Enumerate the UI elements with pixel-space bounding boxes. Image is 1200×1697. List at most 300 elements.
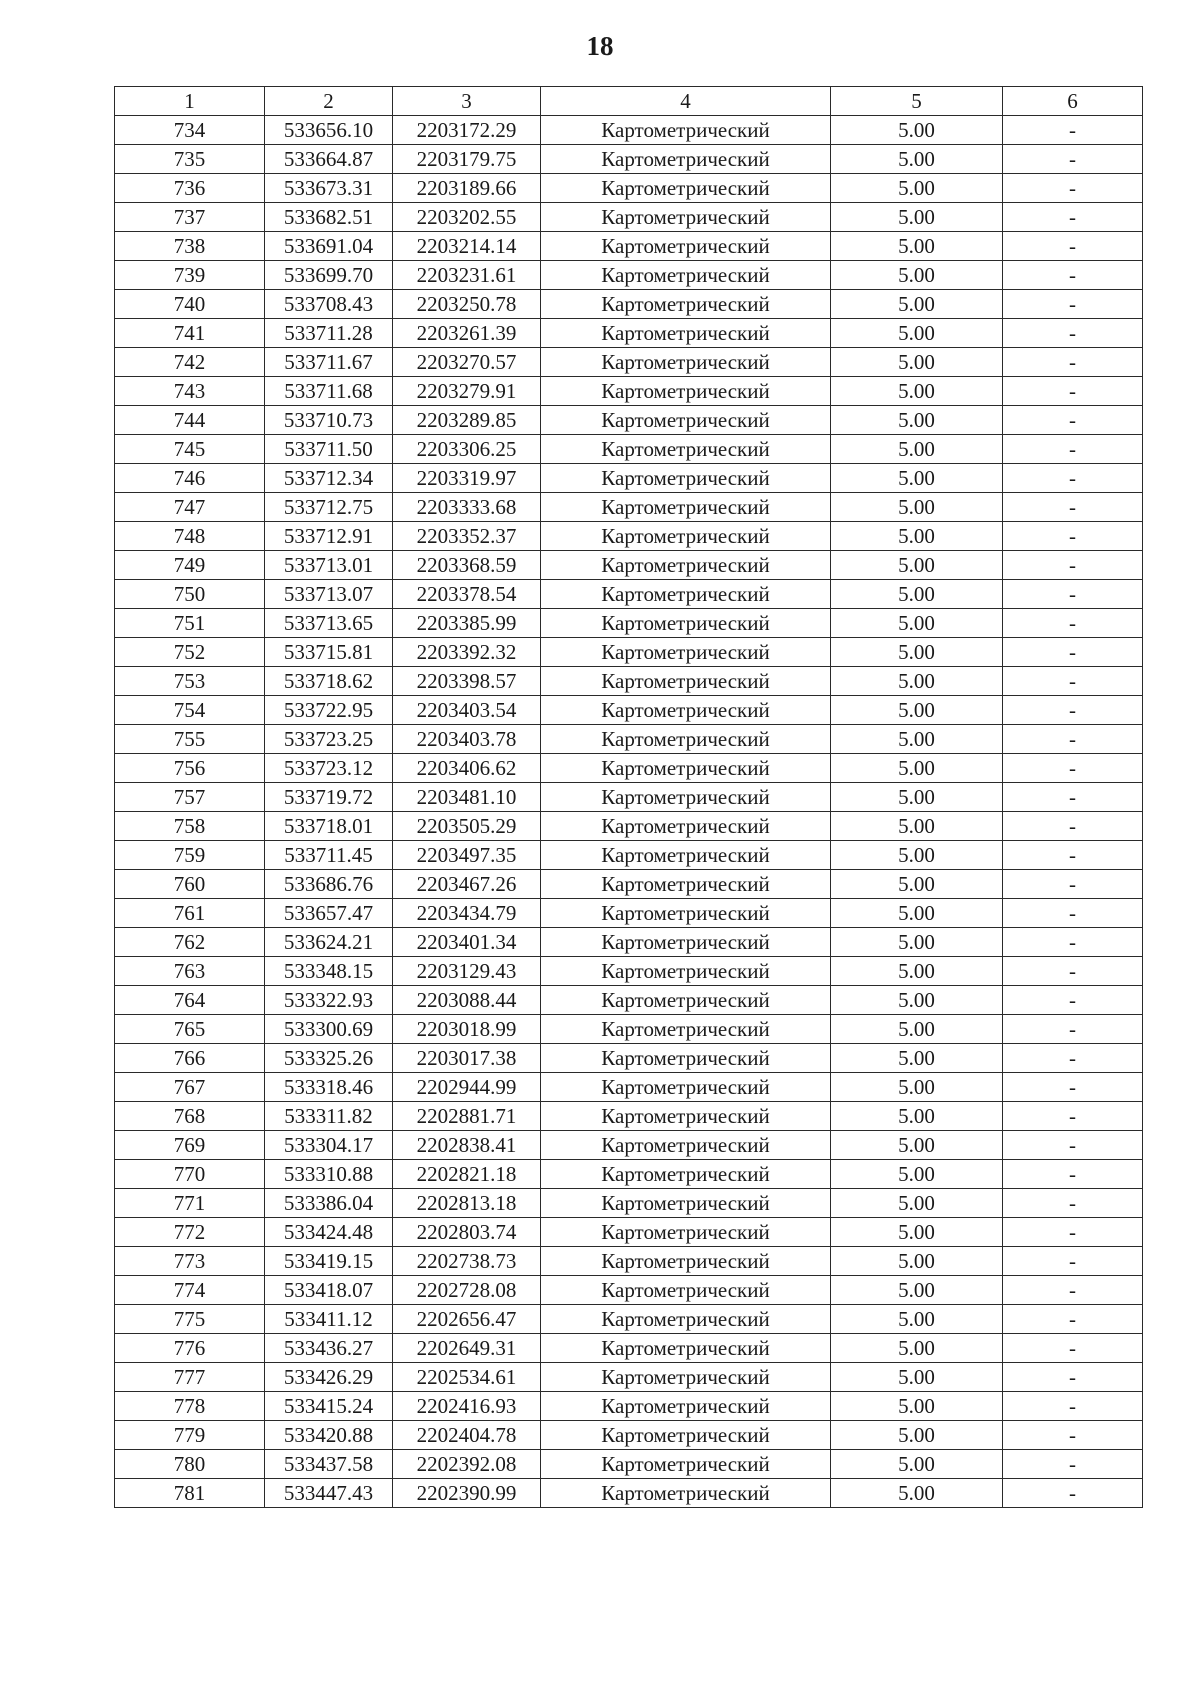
table-row xyxy=(115,1392,1143,1421)
accuracy-cell: 5.00 xyxy=(831,1276,1003,1305)
note-cell: - xyxy=(1003,1073,1143,1102)
y-coordinate-cell: 2202390.99 xyxy=(393,1479,541,1508)
page-number: 18 xyxy=(586,31,614,61)
point-number-cell: 756 xyxy=(115,754,265,783)
method-cell: Картометрический xyxy=(541,1334,831,1363)
x-coordinate-cell: 533713.65 xyxy=(265,609,393,638)
method-cell: Картометрический xyxy=(541,1218,831,1247)
x-coordinate-cell: 533723.25 xyxy=(265,725,393,754)
x-coordinate-cell: 533711.50 xyxy=(265,435,393,464)
x-coordinate-cell: 533426.29 xyxy=(265,1363,393,1392)
point-number-cell: 746 xyxy=(115,464,265,493)
y-coordinate-cell: 2203129.43 xyxy=(393,957,541,986)
y-coordinate-cell: 2203289.85 xyxy=(393,406,541,435)
note-cell: - xyxy=(1003,696,1143,725)
y-coordinate-cell: 2203306.25 xyxy=(393,435,541,464)
method-cell: Картометрический xyxy=(541,1421,831,1450)
y-coordinate-cell: 2202534.61 xyxy=(393,1363,541,1392)
note-cell: - xyxy=(1003,406,1143,435)
point-number-cell: 762 xyxy=(115,928,265,957)
table-row xyxy=(115,841,1143,870)
table-row xyxy=(115,754,1143,783)
accuracy-cell: 5.00 xyxy=(831,1421,1003,1450)
table-row xyxy=(115,725,1143,754)
y-coordinate-cell: 2202404.78 xyxy=(393,1421,541,1450)
x-coordinate-cell: 533715.81 xyxy=(265,638,393,667)
x-coordinate-cell: 533424.48 xyxy=(265,1218,393,1247)
accuracy-cell: 5.00 xyxy=(831,812,1003,841)
table-row xyxy=(115,1421,1143,1450)
method-cell: Картометрический xyxy=(541,1131,831,1160)
note-cell: - xyxy=(1003,551,1143,580)
point-number-cell: 772 xyxy=(115,1218,265,1247)
point-number-cell: 765 xyxy=(115,1015,265,1044)
table-header xyxy=(115,87,1143,116)
note-cell: - xyxy=(1003,1305,1143,1334)
method-cell: Картометрический xyxy=(541,899,831,928)
y-coordinate-cell: 2203202.55 xyxy=(393,203,541,232)
y-coordinate-cell: 2203319.97 xyxy=(393,464,541,493)
method-cell: Картометрический xyxy=(541,1392,831,1421)
x-coordinate-cell: 533325.26 xyxy=(265,1044,393,1073)
note-cell: - xyxy=(1003,638,1143,667)
x-coordinate-cell: 533300.69 xyxy=(265,1015,393,1044)
x-coordinate-cell: 533386.04 xyxy=(265,1189,393,1218)
note-cell: - xyxy=(1003,174,1143,203)
note-cell: - xyxy=(1003,1479,1143,1508)
y-coordinate-cell: 2202803.74 xyxy=(393,1218,541,1247)
note-cell: - xyxy=(1003,319,1143,348)
x-coordinate-cell: 533411.12 xyxy=(265,1305,393,1334)
note-cell: - xyxy=(1003,1276,1143,1305)
note-cell: - xyxy=(1003,841,1143,870)
note-cell: - xyxy=(1003,522,1143,551)
x-coordinate-cell: 533420.88 xyxy=(265,1421,393,1450)
note-cell: - xyxy=(1003,1131,1143,1160)
table-row xyxy=(115,377,1143,406)
table-row xyxy=(115,261,1143,290)
method-cell: Картометрический xyxy=(541,1479,831,1508)
method-cell: Картометрический xyxy=(541,725,831,754)
y-coordinate-cell: 2202738.73 xyxy=(393,1247,541,1276)
table-row xyxy=(115,348,1143,377)
x-coordinate-cell: 533304.17 xyxy=(265,1131,393,1160)
point-number-cell: 737 xyxy=(115,203,265,232)
point-number-cell: 766 xyxy=(115,1044,265,1073)
point-number-cell: 774 xyxy=(115,1276,265,1305)
table-body xyxy=(115,116,1143,1508)
y-coordinate-cell: 2203088.44 xyxy=(393,986,541,1015)
accuracy-cell: 5.00 xyxy=(831,1392,1003,1421)
accuracy-cell: 5.00 xyxy=(831,754,1003,783)
note-cell: - xyxy=(1003,348,1143,377)
table-row xyxy=(115,1015,1143,1044)
x-coordinate-cell: 533708.43 xyxy=(265,290,393,319)
note-cell: - xyxy=(1003,377,1143,406)
x-coordinate-cell: 533711.68 xyxy=(265,377,393,406)
y-coordinate-cell: 2202813.18 xyxy=(393,1189,541,1218)
table-row xyxy=(115,783,1143,812)
method-cell: Картометрический xyxy=(541,1450,831,1479)
note-cell: - xyxy=(1003,725,1143,754)
y-coordinate-cell: 2202416.93 xyxy=(393,1392,541,1421)
note-cell: - xyxy=(1003,957,1143,986)
accuracy-cell: 5.00 xyxy=(831,493,1003,522)
table-row xyxy=(115,522,1143,551)
note-cell: - xyxy=(1003,1247,1143,1276)
method-cell: Картометрический xyxy=(541,1102,831,1131)
y-coordinate-cell: 2203189.66 xyxy=(393,174,541,203)
y-coordinate-cell: 2203403.54 xyxy=(393,696,541,725)
x-coordinate-cell: 533713.07 xyxy=(265,580,393,609)
method-cell: Картометрический xyxy=(541,1073,831,1102)
method-cell: Картометрический xyxy=(541,232,831,261)
method-cell: Картометрический xyxy=(541,1305,831,1334)
column-header: 6 xyxy=(1003,87,1143,116)
x-coordinate-cell: 533699.70 xyxy=(265,261,393,290)
accuracy-cell: 5.00 xyxy=(831,1189,1003,1218)
point-number-cell: 781 xyxy=(115,1479,265,1508)
accuracy-cell: 5.00 xyxy=(831,899,1003,928)
accuracy-cell: 5.00 xyxy=(831,1015,1003,1044)
accuracy-cell: 5.00 xyxy=(831,1131,1003,1160)
point-number-cell: 764 xyxy=(115,986,265,1015)
x-coordinate-cell: 533718.62 xyxy=(265,667,393,696)
note-cell: - xyxy=(1003,1392,1143,1421)
point-number-cell: 768 xyxy=(115,1102,265,1131)
x-coordinate-cell: 533691.04 xyxy=(265,232,393,261)
y-coordinate-cell: 2203214.14 xyxy=(393,232,541,261)
y-coordinate-cell: 2202656.47 xyxy=(393,1305,541,1334)
x-coordinate-cell: 533711.28 xyxy=(265,319,393,348)
point-number-cell: 780 xyxy=(115,1450,265,1479)
table-row xyxy=(115,1218,1143,1247)
table-row xyxy=(115,1044,1143,1073)
method-cell: Картометрический xyxy=(541,638,831,667)
note-cell: - xyxy=(1003,986,1143,1015)
x-coordinate-cell: 533719.72 xyxy=(265,783,393,812)
x-coordinate-cell: 533447.43 xyxy=(265,1479,393,1508)
table-row xyxy=(115,812,1143,841)
y-coordinate-cell: 2202944.99 xyxy=(393,1073,541,1102)
accuracy-cell: 5.00 xyxy=(831,116,1003,145)
note-cell: - xyxy=(1003,1218,1143,1247)
method-cell: Картометрический xyxy=(541,493,831,522)
column-header: 4 xyxy=(541,87,831,116)
y-coordinate-cell: 2203398.57 xyxy=(393,667,541,696)
accuracy-cell: 5.00 xyxy=(831,667,1003,696)
table-row xyxy=(115,1363,1143,1392)
table-row xyxy=(115,464,1143,493)
table-row xyxy=(115,1334,1143,1363)
method-cell: Картометрический xyxy=(541,870,831,899)
column-header: 5 xyxy=(831,87,1003,116)
x-coordinate-cell: 533437.58 xyxy=(265,1450,393,1479)
table-row xyxy=(115,1189,1143,1218)
method-cell: Картометрический xyxy=(541,986,831,1015)
method-cell: Картометрический xyxy=(541,319,831,348)
y-coordinate-cell: 2203392.32 xyxy=(393,638,541,667)
y-coordinate-cell: 2202392.08 xyxy=(393,1450,541,1479)
table-row xyxy=(115,899,1143,928)
x-coordinate-cell: 533712.91 xyxy=(265,522,393,551)
point-number-cell: 745 xyxy=(115,435,265,464)
table-row xyxy=(115,957,1143,986)
table-row xyxy=(115,493,1143,522)
point-number-cell: 752 xyxy=(115,638,265,667)
x-coordinate-cell: 533310.88 xyxy=(265,1160,393,1189)
note-cell: - xyxy=(1003,667,1143,696)
accuracy-cell: 5.00 xyxy=(831,290,1003,319)
accuracy-cell: 5.00 xyxy=(831,522,1003,551)
method-cell: Картометрический xyxy=(541,551,831,580)
point-number-cell: 749 xyxy=(115,551,265,580)
method-cell: Картометрический xyxy=(541,203,831,232)
method-cell: Картометрический xyxy=(541,377,831,406)
accuracy-cell: 5.00 xyxy=(831,1160,1003,1189)
y-coordinate-cell: 2203172.29 xyxy=(393,116,541,145)
note-cell: - xyxy=(1003,290,1143,319)
accuracy-cell: 5.00 xyxy=(831,1218,1003,1247)
point-number-cell: 741 xyxy=(115,319,265,348)
y-coordinate-cell: 2203179.75 xyxy=(393,145,541,174)
column-header: 2 xyxy=(265,87,393,116)
point-number-cell: 763 xyxy=(115,957,265,986)
x-coordinate-cell: 533436.27 xyxy=(265,1334,393,1363)
accuracy-cell: 5.00 xyxy=(831,1305,1003,1334)
table-row xyxy=(115,1276,1143,1305)
y-coordinate-cell: 2203270.57 xyxy=(393,348,541,377)
method-cell: Картометрический xyxy=(541,1363,831,1392)
x-coordinate-cell: 533673.31 xyxy=(265,174,393,203)
point-number-cell: 740 xyxy=(115,290,265,319)
method-cell: Картометрический xyxy=(541,1015,831,1044)
x-coordinate-cell: 533686.76 xyxy=(265,870,393,899)
accuracy-cell: 5.00 xyxy=(831,986,1003,1015)
y-coordinate-cell: 2203333.68 xyxy=(393,493,541,522)
x-coordinate-cell: 533664.87 xyxy=(265,145,393,174)
method-cell: Картометрический xyxy=(541,928,831,957)
y-coordinate-cell: 2202649.31 xyxy=(393,1334,541,1363)
point-number-cell: 778 xyxy=(115,1392,265,1421)
x-coordinate-cell: 533682.51 xyxy=(265,203,393,232)
method-cell: Картометрический xyxy=(541,609,831,638)
point-number-cell: 761 xyxy=(115,899,265,928)
accuracy-cell: 5.00 xyxy=(831,580,1003,609)
accuracy-cell: 5.00 xyxy=(831,1479,1003,1508)
accuracy-cell: 5.00 xyxy=(831,1247,1003,1276)
table-row xyxy=(115,319,1143,348)
x-coordinate-cell: 533419.15 xyxy=(265,1247,393,1276)
x-coordinate-cell: 533723.12 xyxy=(265,754,393,783)
point-number-cell: 779 xyxy=(115,1421,265,1450)
y-coordinate-cell: 2203385.99 xyxy=(393,609,541,638)
note-cell: - xyxy=(1003,1421,1143,1450)
accuracy-cell: 5.00 xyxy=(831,319,1003,348)
table-row xyxy=(115,1102,1143,1131)
point-number-cell: 755 xyxy=(115,725,265,754)
point-number-cell: 742 xyxy=(115,348,265,377)
point-number-cell: 773 xyxy=(115,1247,265,1276)
x-coordinate-cell: 533322.93 xyxy=(265,986,393,1015)
method-cell: Картометрический xyxy=(541,348,831,377)
note-cell: - xyxy=(1003,580,1143,609)
accuracy-cell: 5.00 xyxy=(831,725,1003,754)
point-number-cell: 757 xyxy=(115,783,265,812)
accuracy-cell: 5.00 xyxy=(831,1073,1003,1102)
method-cell: Картометрический xyxy=(541,290,831,319)
y-coordinate-cell: 2203261.39 xyxy=(393,319,541,348)
x-coordinate-cell: 533318.46 xyxy=(265,1073,393,1102)
x-coordinate-cell: 533657.47 xyxy=(265,899,393,928)
table-row xyxy=(115,232,1143,261)
method-cell: Картометрический xyxy=(541,841,831,870)
header-row xyxy=(115,87,1143,116)
point-number-cell: 738 xyxy=(115,232,265,261)
x-coordinate-cell: 533418.07 xyxy=(265,1276,393,1305)
method-cell: Картометрический xyxy=(541,580,831,609)
note-cell: - xyxy=(1003,609,1143,638)
accuracy-cell: 5.00 xyxy=(831,551,1003,580)
y-coordinate-cell: 2202821.18 xyxy=(393,1160,541,1189)
note-cell: - xyxy=(1003,1044,1143,1073)
y-coordinate-cell: 2202838.41 xyxy=(393,1131,541,1160)
accuracy-cell: 5.00 xyxy=(831,609,1003,638)
note-cell: - xyxy=(1003,1450,1143,1479)
point-number-cell: 736 xyxy=(115,174,265,203)
column-header: 3 xyxy=(393,87,541,116)
table-row xyxy=(115,928,1143,957)
y-coordinate-cell: 2203018.99 xyxy=(393,1015,541,1044)
y-coordinate-cell: 2203368.59 xyxy=(393,551,541,580)
note-cell: - xyxy=(1003,493,1143,522)
accuracy-cell: 5.00 xyxy=(831,870,1003,899)
table-row xyxy=(115,1450,1143,1479)
y-coordinate-cell: 2203017.38 xyxy=(393,1044,541,1073)
method-cell: Картометрический xyxy=(541,435,831,464)
coordinates-table-container xyxy=(114,86,1143,1508)
method-cell: Картометрический xyxy=(541,1160,831,1189)
point-number-cell: 753 xyxy=(115,667,265,696)
x-coordinate-cell: 533722.95 xyxy=(265,696,393,725)
method-cell: Картометрический xyxy=(541,145,831,174)
accuracy-cell: 5.00 xyxy=(831,957,1003,986)
table-row xyxy=(115,551,1143,580)
x-coordinate-cell: 533710.73 xyxy=(265,406,393,435)
point-number-cell: 767 xyxy=(115,1073,265,1102)
x-coordinate-cell: 533415.24 xyxy=(265,1392,393,1421)
point-number-cell: 758 xyxy=(115,812,265,841)
accuracy-cell: 5.00 xyxy=(831,928,1003,957)
method-cell: Картометрический xyxy=(541,696,831,725)
point-number-cell: 759 xyxy=(115,841,265,870)
y-coordinate-cell: 2203481.10 xyxy=(393,783,541,812)
note-cell: - xyxy=(1003,1334,1143,1363)
accuracy-cell: 5.00 xyxy=(831,841,1003,870)
note-cell: - xyxy=(1003,1102,1143,1131)
table-row xyxy=(115,870,1143,899)
point-number-cell: 771 xyxy=(115,1189,265,1218)
point-number-cell: 739 xyxy=(115,261,265,290)
note-cell: - xyxy=(1003,870,1143,899)
x-coordinate-cell: 533712.75 xyxy=(265,493,393,522)
method-cell: Картометрический xyxy=(541,174,831,203)
x-coordinate-cell: 533718.01 xyxy=(265,812,393,841)
table-row xyxy=(115,580,1143,609)
method-cell: Картометрический xyxy=(541,783,831,812)
point-number-cell: 748 xyxy=(115,522,265,551)
accuracy-cell: 5.00 xyxy=(831,783,1003,812)
table-row xyxy=(115,406,1143,435)
accuracy-cell: 5.00 xyxy=(831,1044,1003,1073)
accuracy-cell: 5.00 xyxy=(831,464,1003,493)
table-row xyxy=(115,696,1143,725)
accuracy-cell: 5.00 xyxy=(831,1363,1003,1392)
accuracy-cell: 5.00 xyxy=(831,638,1003,667)
table-row xyxy=(115,1305,1143,1334)
y-coordinate-cell: 2203406.62 xyxy=(393,754,541,783)
accuracy-cell: 5.00 xyxy=(831,435,1003,464)
note-cell: - xyxy=(1003,928,1143,957)
method-cell: Картометрический xyxy=(541,464,831,493)
column-header: 1 xyxy=(115,87,265,116)
accuracy-cell: 5.00 xyxy=(831,1334,1003,1363)
accuracy-cell: 5.00 xyxy=(831,406,1003,435)
accuracy-cell: 5.00 xyxy=(831,203,1003,232)
point-number-cell: 750 xyxy=(115,580,265,609)
accuracy-cell: 5.00 xyxy=(831,1102,1003,1131)
point-number-cell: 775 xyxy=(115,1305,265,1334)
x-coordinate-cell: 533713.01 xyxy=(265,551,393,580)
table-row xyxy=(115,1131,1143,1160)
note-cell: - xyxy=(1003,435,1143,464)
point-number-cell: 734 xyxy=(115,116,265,145)
note-cell: - xyxy=(1003,261,1143,290)
point-number-cell: 760 xyxy=(115,870,265,899)
point-number-cell: 770 xyxy=(115,1160,265,1189)
method-cell: Картометрический xyxy=(541,406,831,435)
point-number-cell: 776 xyxy=(115,1334,265,1363)
table-row xyxy=(115,290,1143,319)
table-row xyxy=(115,638,1143,667)
note-cell: - xyxy=(1003,812,1143,841)
method-cell: Картометрический xyxy=(541,1276,831,1305)
note-cell: - xyxy=(1003,754,1143,783)
method-cell: Картометрический xyxy=(541,116,831,145)
y-coordinate-cell: 2203403.78 xyxy=(393,725,541,754)
accuracy-cell: 5.00 xyxy=(831,377,1003,406)
y-coordinate-cell: 2203352.37 xyxy=(393,522,541,551)
note-cell: - xyxy=(1003,1363,1143,1392)
note-cell: - xyxy=(1003,899,1143,928)
method-cell: Картометрический xyxy=(541,261,831,290)
accuracy-cell: 5.00 xyxy=(831,145,1003,174)
table-row xyxy=(115,145,1143,174)
point-number-cell: 744 xyxy=(115,406,265,435)
y-coordinate-cell: 2202728.08 xyxy=(393,1276,541,1305)
method-cell: Картометрический xyxy=(541,667,831,696)
table-row xyxy=(115,1479,1143,1508)
accuracy-cell: 5.00 xyxy=(831,348,1003,377)
note-cell: - xyxy=(1003,116,1143,145)
note-cell: - xyxy=(1003,232,1143,261)
method-cell: Картометрический xyxy=(541,754,831,783)
x-coordinate-cell: 533711.45 xyxy=(265,841,393,870)
y-coordinate-cell: 2203378.54 xyxy=(393,580,541,609)
y-coordinate-cell: 2203467.26 xyxy=(393,870,541,899)
x-coordinate-cell: 533348.15 xyxy=(265,957,393,986)
coordinates-table xyxy=(114,86,1143,1508)
